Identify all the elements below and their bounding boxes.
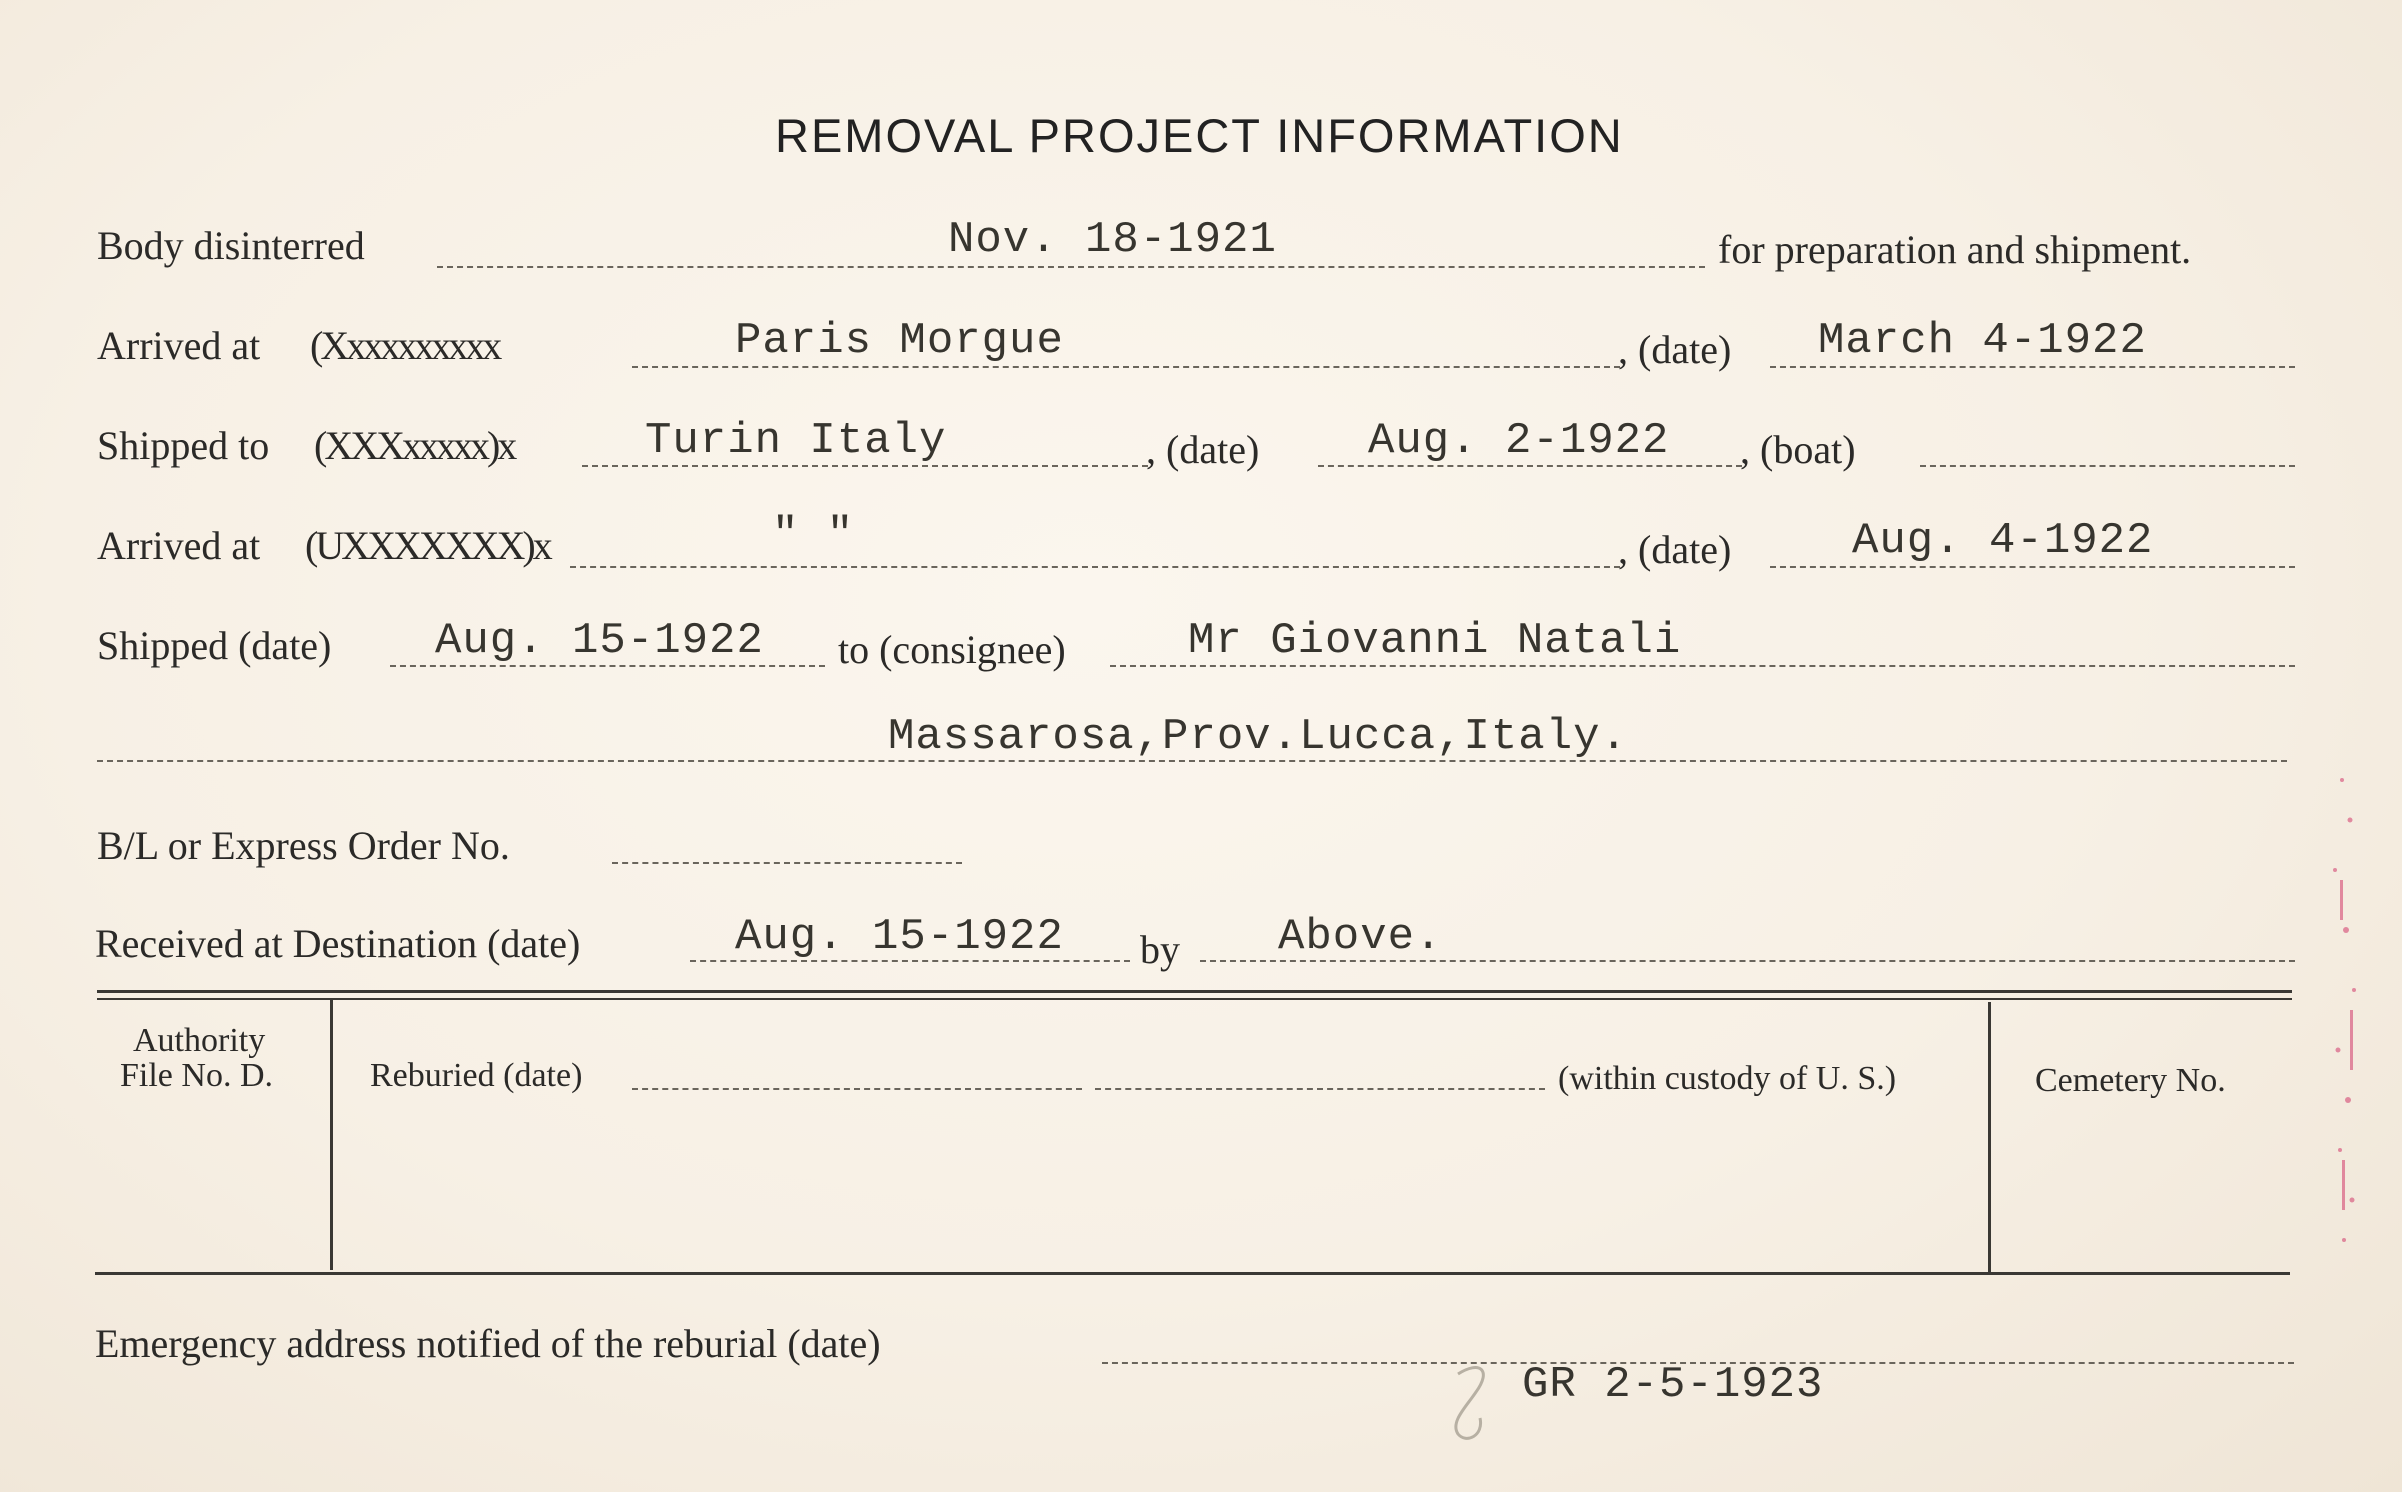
disinterred-suffix: for preparation and shipment. (1718, 227, 2192, 272)
arrived-us-date-line (1770, 566, 2295, 568)
arrived-us-value: " " (772, 510, 855, 560)
arrived-us-date-label: , (date) (1618, 527, 1732, 572)
shipped-to-struck: (XXXxxxxx)x (314, 423, 515, 468)
arrived-us-struck: (UXXXXXXX)x (305, 523, 550, 568)
table-divider-right (1988, 1002, 1991, 1274)
shipped-to-value: Turin Italy (645, 416, 947, 466)
received-date-value: Aug. 15-1922 (735, 912, 1064, 962)
arrived-europe-date-label: , (date) (1618, 327, 1732, 372)
bl-order-label: B/L or Express Order No. (97, 823, 510, 868)
arrived-europe-date-line (1770, 366, 2295, 368)
shipped-to-label: Shipped to (97, 423, 270, 468)
shipped-to-boat-line (1920, 465, 2295, 467)
consignee-value: Mr Giovanni Natali (1188, 616, 1682, 666)
consignee-address: Massarosa,Prov.Lucca,Italy. (888, 712, 1628, 762)
reburied-label: Reburied (date) (370, 1057, 583, 1094)
emergency-label: Emergency address notified of the reburial (date) (95, 1321, 881, 1366)
authority-label-line2: File No. D. (120, 1057, 273, 1094)
table-top-rule-2 (97, 998, 2292, 1000)
consignee-label: to (consignee) (838, 627, 1066, 672)
arrived-us-line (570, 566, 1620, 568)
arrived-us-label: Arrived at (97, 523, 261, 568)
shipped-to-boat-label: , (boat) (1740, 427, 1856, 472)
reburied-line-1 (632, 1088, 1082, 1090)
disinterred-value: Nov. 18-1921 (948, 215, 1277, 265)
shipped-date-label: Shipped (date) (97, 623, 332, 668)
arrived-europe-label: Arrived at (97, 323, 261, 368)
pink-stain-icon (2280, 760, 2370, 1280)
bl-order-line (612, 862, 962, 864)
handwritten-mark-icon (1440, 1352, 1510, 1462)
custody-label: (within custody of U. S.) (1558, 1060, 1897, 1097)
table-top-rule (97, 990, 2292, 993)
table-bottom-rule (95, 1272, 2290, 1275)
reburied-line-2 (1095, 1088, 1545, 1090)
arrived-europe-struck: (Xxxxxxxxxx (310, 323, 500, 368)
received-by-value: Above. (1278, 912, 1443, 962)
received-label: Received at Destination (date) (95, 921, 581, 966)
arrived-us-date-value: Aug. 4-1922 (1852, 516, 2154, 566)
arrived-europe-date-value: March 4-1922 (1818, 316, 2147, 366)
authority-label-line1: Authority (133, 1022, 266, 1059)
emergency-value: GR 2-5-1923 (1522, 1360, 1824, 1410)
shipped-date-value: Aug. 15-1922 (435, 616, 764, 666)
arrived-europe-line (632, 366, 1620, 368)
shipped-to-date-value: Aug. 2-1922 (1368, 416, 1670, 466)
table-divider-left (330, 998, 333, 1270)
shipped-to-date-label: , (date) (1146, 427, 1260, 472)
cemetery-label: Cemetery No. (2035, 1062, 2226, 1099)
received-by-label: by (1140, 927, 1180, 972)
disinterred-line (437, 266, 1705, 268)
arrived-europe-value: Paris Morgue (735, 316, 1064, 366)
card-title: REMOVAL PROJECT INFORMATION (775, 109, 1624, 162)
disinterred-label: Body disinterred (97, 223, 365, 268)
